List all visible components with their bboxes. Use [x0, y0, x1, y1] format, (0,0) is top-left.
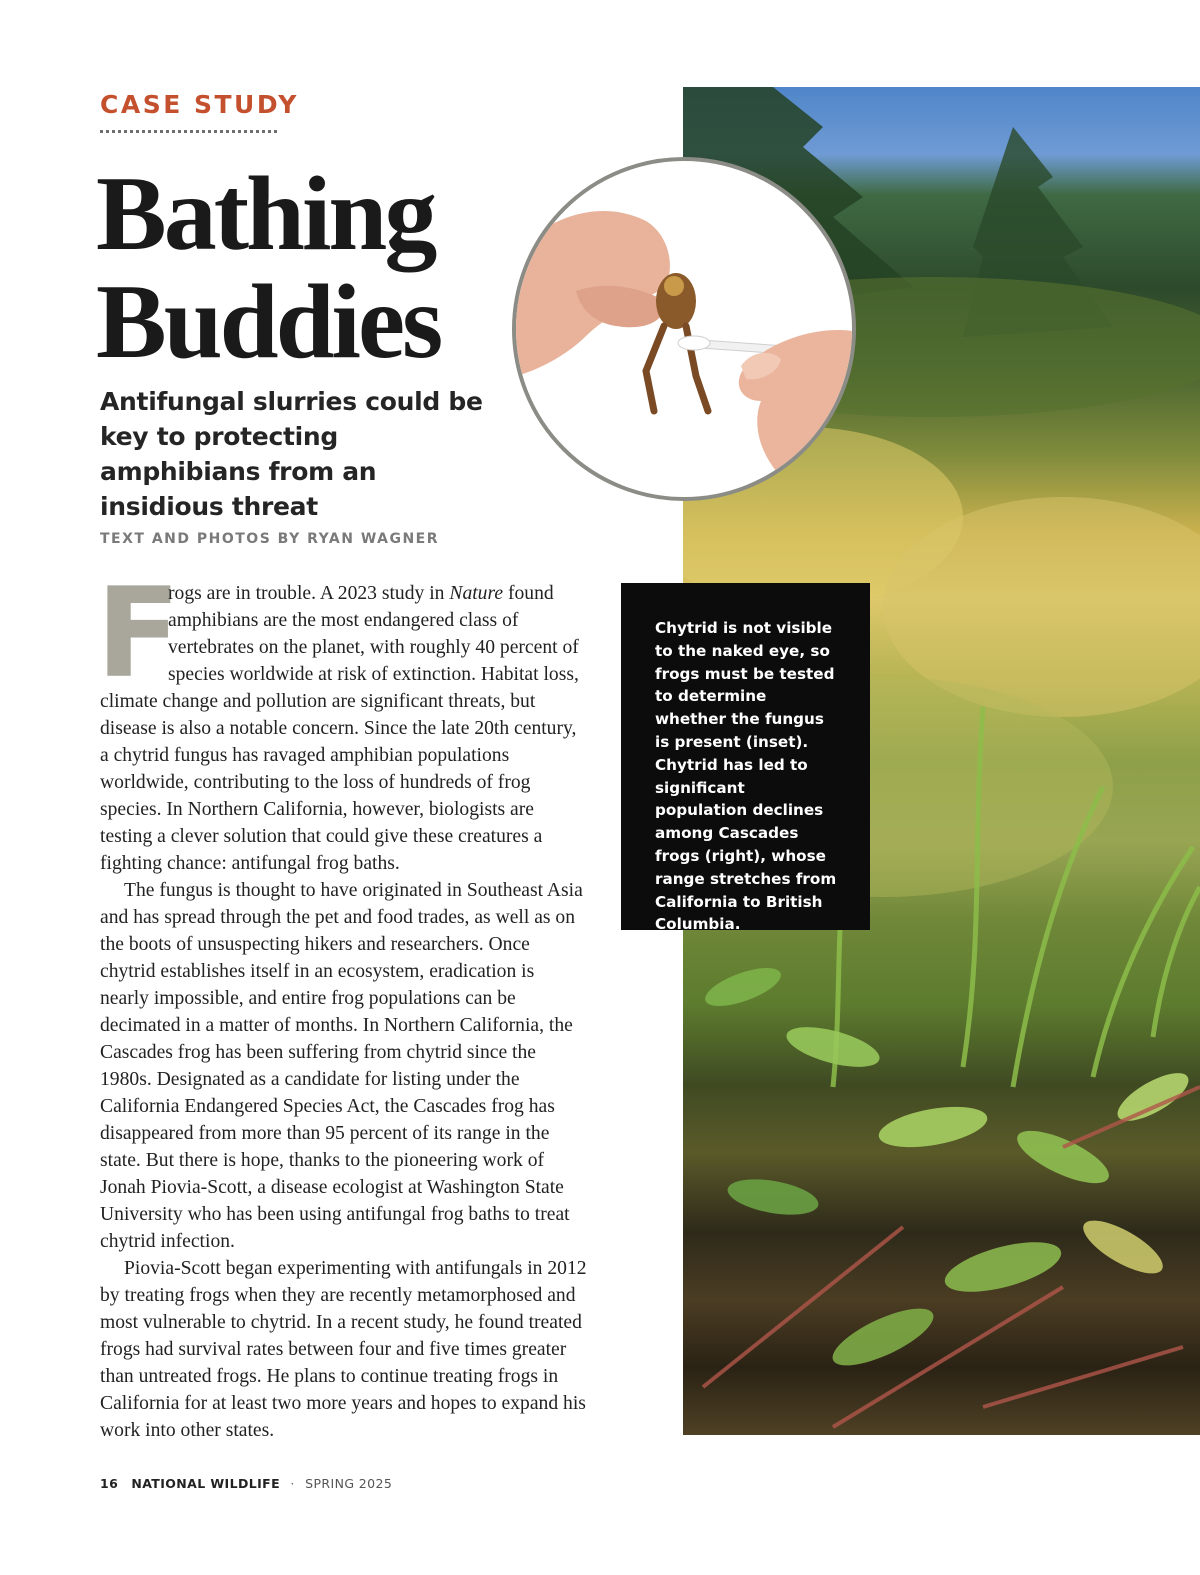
- section-kicker: CASE STUDY: [100, 90, 299, 119]
- headline-line-1: Bathing: [96, 155, 435, 272]
- page-number: 16: [100, 1476, 119, 1491]
- byline: TEXT AND PHOTOS BY RYAN WAGNER: [100, 531, 440, 547]
- issue-date: SPRING 2025: [305, 1476, 393, 1491]
- paragraph-2: The fungus is thought to have originated in Southeast Asia and has spread through the pet and food trades, as well as on the boots of unsuspecting hikers and researchers. Once chytrid establishes itself in an ecosystem, eradication is nearly impossible, and entire frog populations can be decimated in a matter of months. In Northern California, the Cascades frog has been suffering from chytrid since the 1980s. Designated as a candidate for listing under the California Endangered Species Act, the Cascades frog has disappeared from more than 95 percent of its range in the state. But there is hope, thanks to the pioneering work of Jonah Piovia-Scott, a disease ecologist at Washington State University who has been using antifungal frog baths to treat chytrid infection.: [100, 880, 583, 1252]
- footer-separator: ·: [290, 1476, 295, 1491]
- kicker-divider: [100, 130, 277, 133]
- inset-photo-art: [516, 161, 852, 497]
- headline-line-2: Buddies: [96, 263, 441, 380]
- magazine-name: NATIONAL WILDLIFE: [131, 1476, 281, 1491]
- photo-caption-box: [621, 583, 870, 934]
- page-footer: [100, 1476, 392, 1491]
- drop-cap: F: [96, 562, 181, 706]
- journal-name: Nature: [449, 583, 504, 604]
- paragraph-1-start: rogs are in trouble. A 2023 study in: [168, 583, 450, 604]
- paragraph-1: [96, 562, 588, 877]
- paragraph-3: Piovia-Scott began experimenting with antifungals in 2012 by treating frogs when they are recently metamorphosed and most vulnerable to chytrid. In a recent study, he found treated frogs had survival rates between four and five times greater than untreated frogs. He plans to continue treating frogs in California for at least two more years and hopes to expand his work into other states.: [100, 1258, 587, 1441]
- paragraph-1-rest: found amphibians are the most endangered class of vertebrates on the planet, with roughly 40 percent of species worldwide at risk of extinction. Habitat loss, climate change and pollution are significant threats, but disease is also a notable concern. Since the late 20th century, a chytrid fungus has ravaged amphibian populations worldwide, contributing to the loss of hundreds of frog species. In Northern California, however, biologists are testing a clever solution that could give these creatures a fighting chance: antifungal frog baths.: [100, 583, 579, 874]
- article-body: [96, 562, 588, 1444]
- inset-frog-swab-photo: [512, 157, 856, 501]
- headline: [96, 155, 536, 380]
- deck-subheadline: Antifungal slurries could be key to protecting amphibians from an insidious threat: [100, 387, 483, 521]
- photo-caption: Chytrid is not visible to the naked eye, so frogs must be tested to determine whether the fungus is present (inset). Chytrid has led to significant population declines among Cascades frogs (right), whose range stretches from California to British Columbia.: [655, 619, 837, 934]
